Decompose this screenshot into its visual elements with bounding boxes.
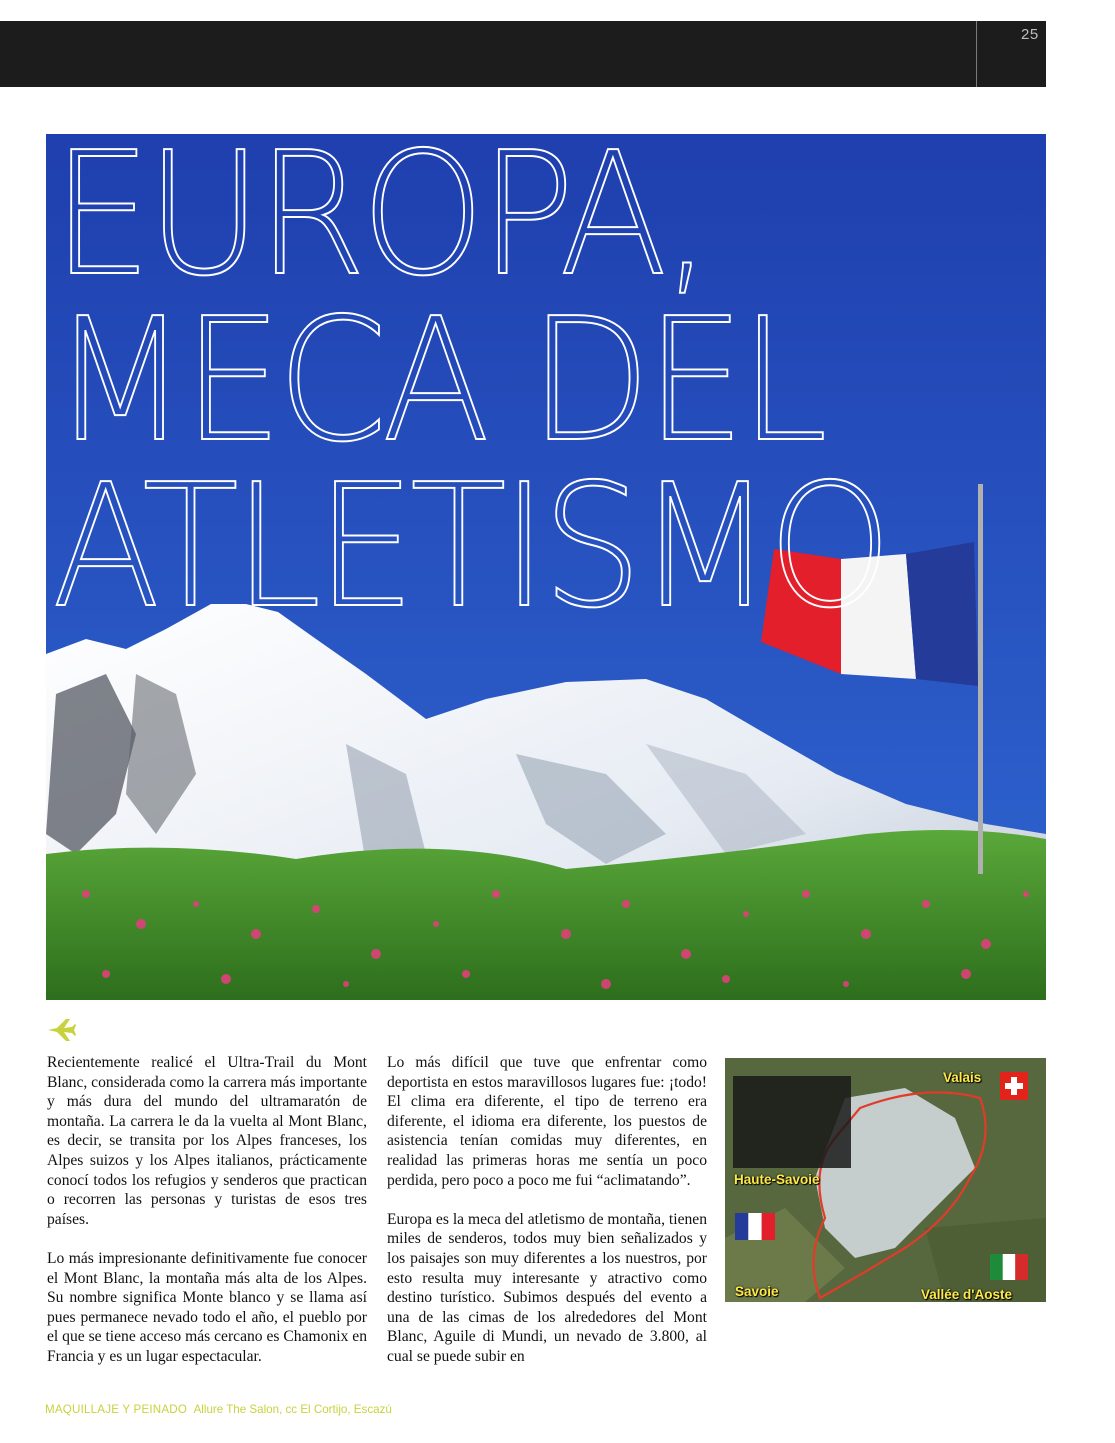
map-label-vallee-aoste: Vallée d'Aoste bbox=[921, 1287, 1012, 1302]
map-label-valais: Valais bbox=[943, 1070, 982, 1085]
article-column-1 bbox=[47, 1053, 367, 1386]
title-line-2: MECA DEL bbox=[52, 282, 823, 480]
paragraph: Europa es la meca del atletismo de montaña, tienen miles de senderos, todos muy bien señalizados y los paisajes son muy diferentes a los nuestros, por esto resulta muy interesante y atractivo como destino turístico. Subimos después del evento a una de las cimas de los alrededores del Mont Blanc, Aguile di Mundi, un nevado de 3.800, al cual se puede subir en bbox=[387, 1210, 707, 1365]
italian-flag-icon bbox=[990, 1254, 1028, 1280]
title-line-1: EUROPA, bbox=[52, 134, 707, 314]
credit-label: MAQUILLAJE Y PEINADO bbox=[45, 1403, 188, 1416]
route-map bbox=[725, 1058, 1046, 1302]
airplane-icon bbox=[46, 1016, 76, 1047]
hero-photo bbox=[46, 134, 1046, 1000]
paragraph: Lo más impresionante definitivamente fue conocer el Mont Blanc, la montaña más alta de los Alpes. Su nombre significa Monte blanco y se llama así pues permanece nevado todo el año, el pueblo por el que se tiene acceso más cercano es Chamonix en Francia y es un lugar espectacular. bbox=[47, 1249, 367, 1365]
credit-text: Allure The Salon, cc El Cortijo, Escazú bbox=[193, 1403, 392, 1416]
paragraph: Recientemente realicé el Ultra-Trail du Mont Blanc, considerada como la carrera más importante y más dura del mundo del ultramaratón de montaña. La carrera le da la vuelta al Mont Blanc, es decir, se transita por los Alpes franceses, los Alpes suizos y los Alpes italianos, prácticamente conocí todos los refugios y senderos que practican o recorren las personas y turistas de esos tres países. bbox=[47, 1054, 367, 1228]
map-label-savoie: Savoie bbox=[735, 1284, 779, 1299]
swiss-flag-icon bbox=[1000, 1072, 1028, 1100]
french-flag-icon bbox=[735, 1213, 775, 1240]
header-bar bbox=[0, 21, 1046, 87]
map-label-haute-savoie: Haute-Savoie bbox=[734, 1172, 820, 1187]
paragraph: Lo más difícil que tuve que enfrentar como deportista en estos maravillosos lugares fue: ¡todo! El clima era diferente, el tipo de terreno era diferente, el idioma era diferente, los puestos de asistencia tenían comidas muy diferentes, en realidad las primeras horas me sentía un poco perdida, pero poco a poco me fui “aclimatando”. bbox=[387, 1054, 707, 1189]
photo-credit bbox=[45, 1403, 392, 1416]
title-line-3: ATLETISMO bbox=[52, 448, 887, 646]
header-divider bbox=[976, 21, 977, 87]
page-number: 25 bbox=[1021, 26, 1039, 43]
article-column-2 bbox=[387, 1053, 707, 1386]
map-legend bbox=[733, 1076, 851, 1168]
